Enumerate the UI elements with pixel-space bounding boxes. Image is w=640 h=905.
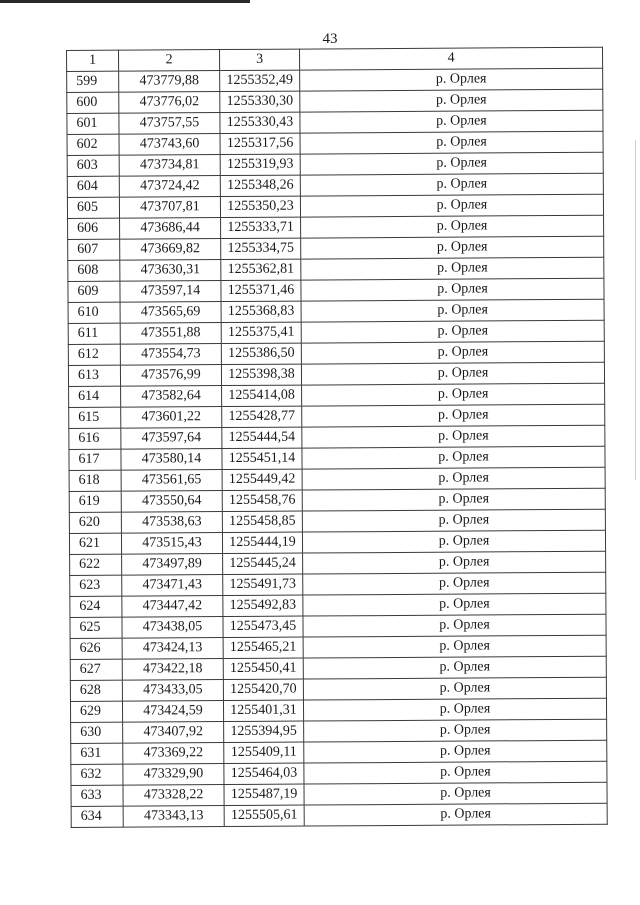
object-name-cell: р. Орлея — [301, 320, 604, 343]
y-coordinate-cell: 1255330,43 — [220, 112, 300, 133]
table-row — [71, 803, 607, 827]
x-coordinate-cell: 473669,82 — [120, 239, 221, 261]
x-coordinate-cell: 473597,14 — [120, 281, 221, 303]
point-number-cell: 610 — [68, 302, 120, 323]
x-coordinate-cell: 473576,99 — [120, 365, 221, 387]
object-name-cell: р. Орлея — [301, 299, 604, 322]
point-number-cell: 612 — [68, 344, 120, 365]
point-number-cell: 626 — [70, 638, 122, 659]
object-name-cell: р. Орлея — [302, 383, 605, 406]
point-number-cell: 627 — [70, 659, 122, 680]
x-coordinate-cell: 473776,02 — [119, 92, 220, 114]
x-coordinate-cell: 473515,43 — [121, 533, 222, 555]
object-name-cell: р. Орлея — [300, 173, 603, 196]
y-coordinate-cell: 1255420,70 — [223, 679, 303, 700]
y-coordinate-cell: 1255362,81 — [221, 259, 301, 280]
y-coordinate-cell: 1255450,41 — [223, 658, 303, 679]
page-number: 43 — [322, 31, 338, 47]
x-coordinate-cell: 473538,63 — [121, 512, 222, 534]
object-name-cell: р. Орлея — [302, 467, 605, 490]
point-number-cell: 609 — [68, 281, 120, 302]
object-name-cell: р. Орлея — [302, 446, 605, 469]
object-name-cell: р. Орлея — [303, 677, 606, 700]
y-coordinate-cell: 1255334,75 — [221, 238, 301, 259]
x-coordinate-cell: 473554,73 — [120, 344, 221, 366]
point-number-cell: 628 — [70, 680, 122, 701]
point-number-cell: 602 — [67, 134, 119, 155]
object-name-cell: р. Орлея — [304, 782, 607, 805]
x-coordinate-cell: 473582,64 — [121, 386, 222, 408]
point-number-cell: 616 — [69, 428, 121, 449]
y-coordinate-cell: 1255409,11 — [224, 742, 304, 763]
y-coordinate-cell: 1255368,83 — [221, 301, 301, 322]
object-name-cell: р. Орлея — [304, 803, 607, 826]
header-cell-2: 2 — [119, 50, 220, 72]
y-coordinate-cell: 1255394,95 — [224, 721, 304, 742]
x-coordinate-cell: 473343,13 — [123, 806, 224, 828]
y-coordinate-cell: 1255487,19 — [224, 784, 304, 805]
y-coordinate-cell: 1255401,31 — [223, 700, 303, 721]
top-scan-rule — [0, 0, 250, 3]
object-name-cell: р. Орлея — [303, 551, 606, 574]
object-name-cell: р. Орлея — [303, 614, 606, 637]
point-number-cell: 618 — [69, 470, 121, 491]
object-name-cell: р. Орлея — [300, 68, 603, 91]
x-coordinate-cell: 473433,05 — [122, 680, 223, 702]
object-name-cell: р. Орлея — [303, 698, 606, 721]
y-coordinate-cell: 1255414,08 — [222, 385, 302, 406]
y-coordinate-cell: 1255449,42 — [222, 469, 302, 490]
y-coordinate-cell: 1255445,24 — [223, 553, 303, 574]
point-number-cell: 623 — [70, 575, 122, 596]
object-name-cell: р. Орлея — [302, 488, 605, 511]
x-coordinate-cell: 473757,55 — [119, 113, 220, 135]
point-number-cell: 617 — [69, 449, 121, 470]
object-name-cell: р. Орлея — [304, 761, 607, 784]
x-coordinate-cell: 473471,43 — [122, 575, 223, 597]
y-coordinate-cell: 1255458,76 — [222, 490, 302, 511]
y-coordinate-cell: 1255398,38 — [221, 364, 301, 385]
coordinates-table — [66, 47, 608, 828]
x-coordinate-cell: 473580,14 — [121, 449, 222, 471]
x-coordinate-cell: 473438,05 — [122, 617, 223, 639]
object-name-cell: р. Орлея — [301, 341, 604, 364]
y-coordinate-cell: 1255352,49 — [220, 70, 300, 91]
point-number-cell: 629 — [70, 701, 122, 722]
object-name-cell: р. Орлея — [303, 572, 606, 595]
object-name-cell: р. Орлея — [301, 257, 604, 280]
object-name-cell: р. Орлея — [302, 509, 605, 532]
y-coordinate-cell: 1255473,45 — [223, 616, 303, 637]
point-number-cell: 615 — [69, 407, 121, 428]
point-number-cell: 601 — [67, 113, 119, 134]
x-coordinate-cell: 473734,81 — [119, 155, 220, 177]
point-number-cell: 605 — [67, 197, 119, 218]
y-coordinate-cell: 1255465,21 — [223, 637, 303, 658]
point-number-cell: 625 — [70, 617, 122, 638]
x-coordinate-cell: 473779,88 — [119, 71, 220, 93]
point-number-cell: 599 — [67, 71, 119, 92]
x-coordinate-cell: 473447,42 — [122, 596, 223, 618]
object-name-cell: р. Орлея — [303, 635, 606, 658]
y-coordinate-cell: 1255464,03 — [224, 763, 304, 784]
object-name-cell: р. Орлея — [300, 110, 603, 133]
point-number-cell: 631 — [71, 743, 123, 764]
point-number-cell: 633 — [71, 785, 123, 806]
y-coordinate-cell: 1255371,46 — [221, 280, 301, 301]
object-name-cell: р. Орлея — [303, 656, 606, 679]
object-name-cell: р. Орлея — [301, 236, 604, 259]
x-coordinate-cell: 473551,88 — [120, 323, 221, 345]
header-cell-4: 4 — [299, 47, 602, 70]
object-name-cell: р. Орлея — [302, 530, 605, 553]
x-coordinate-cell: 473597,64 — [121, 428, 222, 450]
y-coordinate-cell: 1255330,30 — [220, 91, 300, 112]
header-cell-3: 3 — [220, 49, 300, 70]
object-name-cell: р. Орлея — [300, 152, 603, 175]
x-coordinate-cell: 473369,22 — [123, 743, 224, 765]
point-number-cell: 614 — [69, 386, 121, 407]
point-number-cell: 624 — [70, 596, 122, 617]
y-coordinate-cell: 1255444,19 — [222, 532, 302, 553]
point-number-cell: 606 — [68, 218, 120, 239]
x-coordinate-cell: 473424,59 — [122, 701, 223, 723]
point-number-cell: 621 — [69, 533, 121, 554]
object-name-cell: р. Орлея — [302, 404, 605, 427]
object-name-cell: р. Орлея — [304, 740, 607, 763]
object-name-cell: р. Орлея — [301, 278, 604, 301]
x-coordinate-cell: 473407,92 — [123, 722, 224, 744]
x-coordinate-cell: 473601,22 — [121, 407, 222, 429]
point-number-cell: 611 — [68, 323, 120, 344]
y-coordinate-cell: 1255428,77 — [222, 406, 302, 427]
y-coordinate-cell: 1255375,41 — [221, 322, 301, 343]
y-coordinate-cell: 1255350,23 — [220, 196, 300, 217]
x-coordinate-cell: 473561,65 — [121, 470, 222, 492]
y-coordinate-cell: 1255451,14 — [222, 448, 302, 469]
y-coordinate-cell: 1255333,71 — [221, 217, 301, 238]
point-number-cell: 604 — [67, 176, 119, 197]
y-coordinate-cell: 1255492,83 — [223, 595, 303, 616]
point-number-cell: 607 — [68, 239, 120, 260]
x-coordinate-cell: 473565,69 — [120, 302, 221, 324]
x-coordinate-cell: 473328,22 — [123, 785, 224, 807]
point-number-cell: 620 — [69, 512, 121, 533]
x-coordinate-cell: 473329,90 — [123, 764, 224, 786]
point-number-cell: 622 — [70, 554, 122, 575]
point-number-cell: 630 — [71, 722, 123, 743]
x-coordinate-cell: 473686,44 — [120, 218, 221, 240]
x-coordinate-cell: 473630,31 — [120, 260, 221, 282]
y-coordinate-cell: 1255491,73 — [223, 574, 303, 595]
header-cell-1: 1 — [67, 50, 119, 71]
y-coordinate-cell: 1255458,85 — [222, 511, 302, 532]
point-number-cell: 632 — [71, 764, 123, 785]
object-name-cell: р. Орлея — [303, 593, 606, 616]
point-number-cell: 603 — [67, 155, 119, 176]
point-number-cell: 619 — [69, 491, 121, 512]
point-number-cell: 600 — [67, 92, 119, 113]
object-name-cell: р. Орлея — [302, 425, 605, 448]
object-name-cell: р. Орлея — [300, 194, 603, 217]
y-coordinate-cell: 1255348,26 — [220, 175, 300, 196]
object-name-cell: р. Орлея — [301, 362, 604, 385]
object-name-cell: р. Орлея — [301, 215, 604, 238]
x-coordinate-cell: 473724,42 — [119, 176, 220, 198]
x-coordinate-cell: 473497,89 — [122, 554, 223, 576]
object-name-cell: р. Орлея — [304, 719, 607, 742]
x-coordinate-cell: 473422,18 — [122, 659, 223, 681]
x-coordinate-cell: 473550,64 — [121, 491, 222, 513]
scan-edge-line — [635, 140, 636, 480]
x-coordinate-cell: 473707,81 — [119, 197, 220, 219]
object-name-cell: р. Орлея — [300, 89, 603, 112]
y-coordinate-cell: 1255317,56 — [220, 133, 300, 154]
y-coordinate-cell: 1255444,54 — [222, 427, 302, 448]
table-body — [67, 47, 608, 827]
point-number-cell: 608 — [68, 260, 120, 281]
x-coordinate-cell: 473424,13 — [122, 638, 223, 660]
point-number-cell: 613 — [68, 365, 120, 386]
x-coordinate-cell: 473743,60 — [119, 134, 220, 156]
y-coordinate-cell: 1255319,93 — [220, 154, 300, 175]
object-name-cell: р. Орлея — [300, 131, 603, 154]
y-coordinate-cell: 1255505,61 — [224, 805, 304, 826]
y-coordinate-cell: 1255386,50 — [221, 343, 301, 364]
point-number-cell: 634 — [71, 806, 123, 827]
